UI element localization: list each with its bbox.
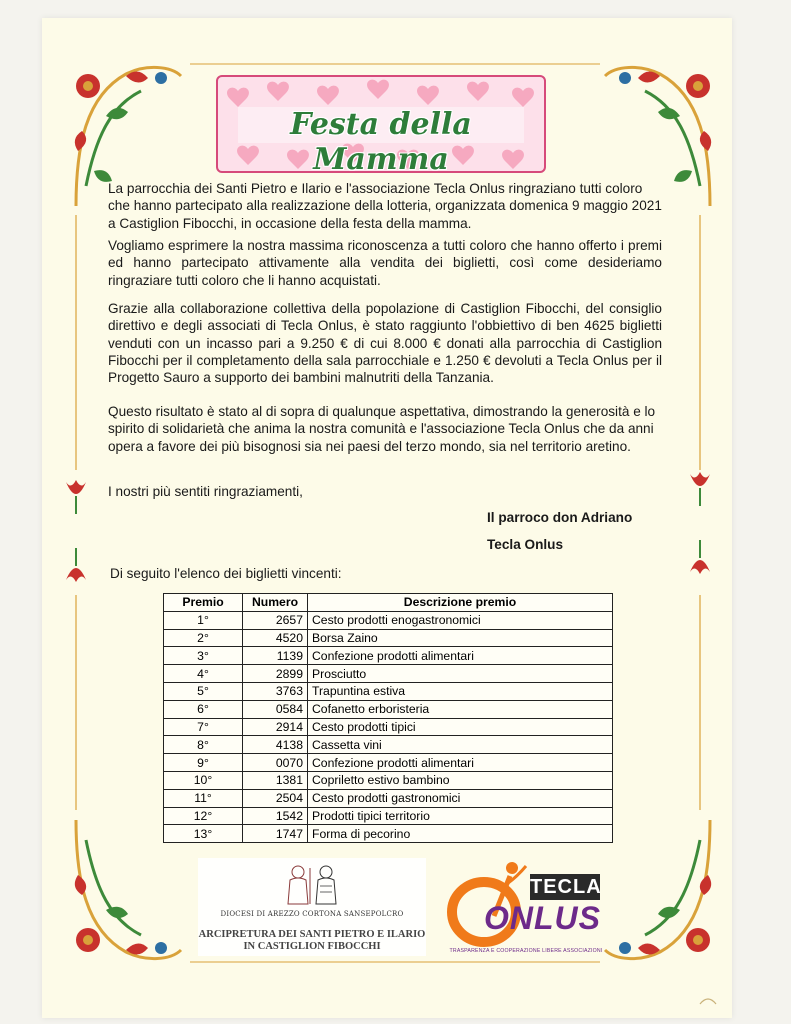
paragraph-generosity: Questo risultato è stato al di sopra di qualunque aspettativa, dimostrando la generosità e lo spirito di solidarietà che anima la nostra comunità e l'associazione Tecla Onlus che da anni opera a favore dei più bisognosi sia nei paesi del terzo mondo, sia nel territorio aretino. <box>108 404 656 454</box>
ticket-number-cell: 1542 <box>243 807 308 825</box>
table-row <box>164 700 613 718</box>
column-header-premio: Premio <box>164 594 243 612</box>
table-row <box>164 825 613 843</box>
ticket-number-cell: 1139 <box>243 647 308 665</box>
prize-description-cell: Trapuntina estiva <box>308 682 613 700</box>
prize-description-cell: Prosciutto <box>308 665 613 683</box>
parish-name <box>198 929 426 953</box>
prize-rank-cell: 2° <box>164 629 243 647</box>
prize-description-cell: Cassetta vini <box>308 736 613 754</box>
prize-rank-cell: 4° <box>164 665 243 683</box>
ticket-number-cell: 2899 <box>243 665 308 683</box>
signature-parish-priest: Il parroco don Adriano <box>487 510 633 525</box>
prize-description-cell: Copriletto estivo bambino <box>308 771 613 789</box>
paragraph-gratitude: Vogliamo esprimere la nostra massima riconoscenza a tutti coloro che hanno offerto i premi ed hanno partecipato attivamente alla vendita dei biglietti, così come desideriamo ringraziare tutti coloro che li hanno acquistati. <box>108 238 662 288</box>
prize-description-cell: Borsa Zaino <box>308 629 613 647</box>
ticket-number-cell: 1747 <box>243 825 308 843</box>
ticket-number-cell: 2914 <box>243 718 308 736</box>
prize-rank-cell: 3° <box>164 647 243 665</box>
tulip-ornament-right-lower <box>688 540 712 576</box>
ticket-number-cell: 3763 <box>243 682 308 700</box>
paragraph-thanks: La parrocchia dei Santi Pietro e Ilario e l'associazione Tecla Onlus ringraziano tutti coloro che hanno partecipato alla realizzazione della lotteria, organizzata domenica 9 maggio 2021 a Castiglion Fibocchi, in occasione della festa della mamma. <box>108 181 662 231</box>
table-row <box>164 771 613 789</box>
tecla-wordmark: TECLA <box>530 876 602 898</box>
prize-rank-cell: 10° <box>164 771 243 789</box>
prize-rank-cell: 12° <box>164 807 243 825</box>
table-row <box>164 789 613 807</box>
tulip-ornament-right-upper <box>688 470 712 506</box>
table-header-row <box>164 594 613 612</box>
page-title: Festa della Mamma <box>290 107 472 173</box>
prize-description-cell: Cesto prodotti tipici <box>308 718 613 736</box>
signature-tecla-onlus: Tecla Onlus <box>487 537 564 552</box>
prize-description-cell: Prodotti tipici territorio <box>308 807 613 825</box>
prize-description-cell: Forma di pecorino <box>308 825 613 843</box>
table-row <box>164 807 613 825</box>
ticket-number-cell: 0584 <box>243 700 308 718</box>
winners-table <box>163 593 613 843</box>
diocese-label: DIOCESI DI AREZZO CORTONA SANSEPOLCRO <box>220 910 404 918</box>
prize-description-cell: Confezione prodotti alimentari <box>308 647 613 665</box>
prize-description-cell: Cesto prodotti enogastronomici <box>308 611 613 629</box>
table-row <box>164 611 613 629</box>
title-banner <box>216 75 546 173</box>
prize-description-cell: Cofanetto erboristeria <box>308 700 613 718</box>
parish-name-line2: IN CASTIGLION FIBOCCHI <box>243 941 381 952</box>
prize-rank-cell: 9° <box>164 754 243 772</box>
ticket-number-cell: 4520 <box>243 629 308 647</box>
table-row <box>164 718 613 736</box>
prize-description-cell: Cesto prodotti gastronomici <box>308 789 613 807</box>
table-row <box>164 629 613 647</box>
table-row <box>164 736 613 754</box>
prize-rank-cell: 7° <box>164 718 243 736</box>
floral-corner-ornament-bottom-right <box>600 810 720 970</box>
column-header-descrizione: Descrizione premio <box>308 594 613 612</box>
table-row <box>164 682 613 700</box>
table-row <box>164 754 613 772</box>
ticket-number-cell: 1381 <box>243 771 308 789</box>
table-row <box>164 647 613 665</box>
tulip-ornament-left-upper <box>64 478 88 514</box>
prize-rank-cell: 8° <box>164 736 243 754</box>
ticket-number-cell: 2657 <box>243 611 308 629</box>
parish-logo <box>198 858 426 956</box>
tecla-onlus-logo <box>444 856 608 956</box>
column-header-numero: Numero <box>243 594 308 612</box>
table-row <box>164 665 613 683</box>
tulip-ornament-left-lower <box>64 548 88 584</box>
tecla-tagline: TRASPARENZA E COOPERAZIONE LIBERE ASSOCIAZIONI <box>449 948 603 954</box>
ticket-number-cell: 4138 <box>243 736 308 754</box>
prize-description-cell: Confezione prodotti alimentari <box>308 754 613 772</box>
ticket-number-cell: 0070 <box>243 754 308 772</box>
onlus-wordmark: ONLUS <box>484 900 601 936</box>
small-flourish-icon <box>698 994 718 1006</box>
prize-rank-cell: 13° <box>164 825 243 843</box>
parish-name-line1: ARCIPRETURA DEI SANTI PIETRO E ILARIO <box>198 929 426 940</box>
prize-rank-cell: 6° <box>164 700 243 718</box>
winners-intro: Di seguito l'elenco dei biglietti vincenti: <box>110 566 342 581</box>
ticket-number-cell: 2504 <box>243 789 308 807</box>
prize-rank-cell: 11° <box>164 789 243 807</box>
prize-rank-cell: 5° <box>164 682 243 700</box>
prize-rank-cell: 1° <box>164 611 243 629</box>
paragraph-results: Grazie alla collaborazione collettiva della popolazione di Castiglion Fibocchi, del consiglio direttivo e degli associati di Tecla Onlus, è stato raggiunto l'obbiettivo di ben 4625 biglietti venduti con un incasso pari a 9.250 € di cui 8.000 € donati alla parrocchia di Castiglion Fibocchi per il completamento della sala parrocchiale e 1.250 € devoluti a Tecla Onlus per il Progetto Sauro a supporto dei bambini malnutriti della Tanzania. <box>108 301 662 386</box>
saints-illustration-icon <box>280 862 344 906</box>
paragraph-closing: I nostri più sentiti ringraziamenti, <box>108 484 303 499</box>
